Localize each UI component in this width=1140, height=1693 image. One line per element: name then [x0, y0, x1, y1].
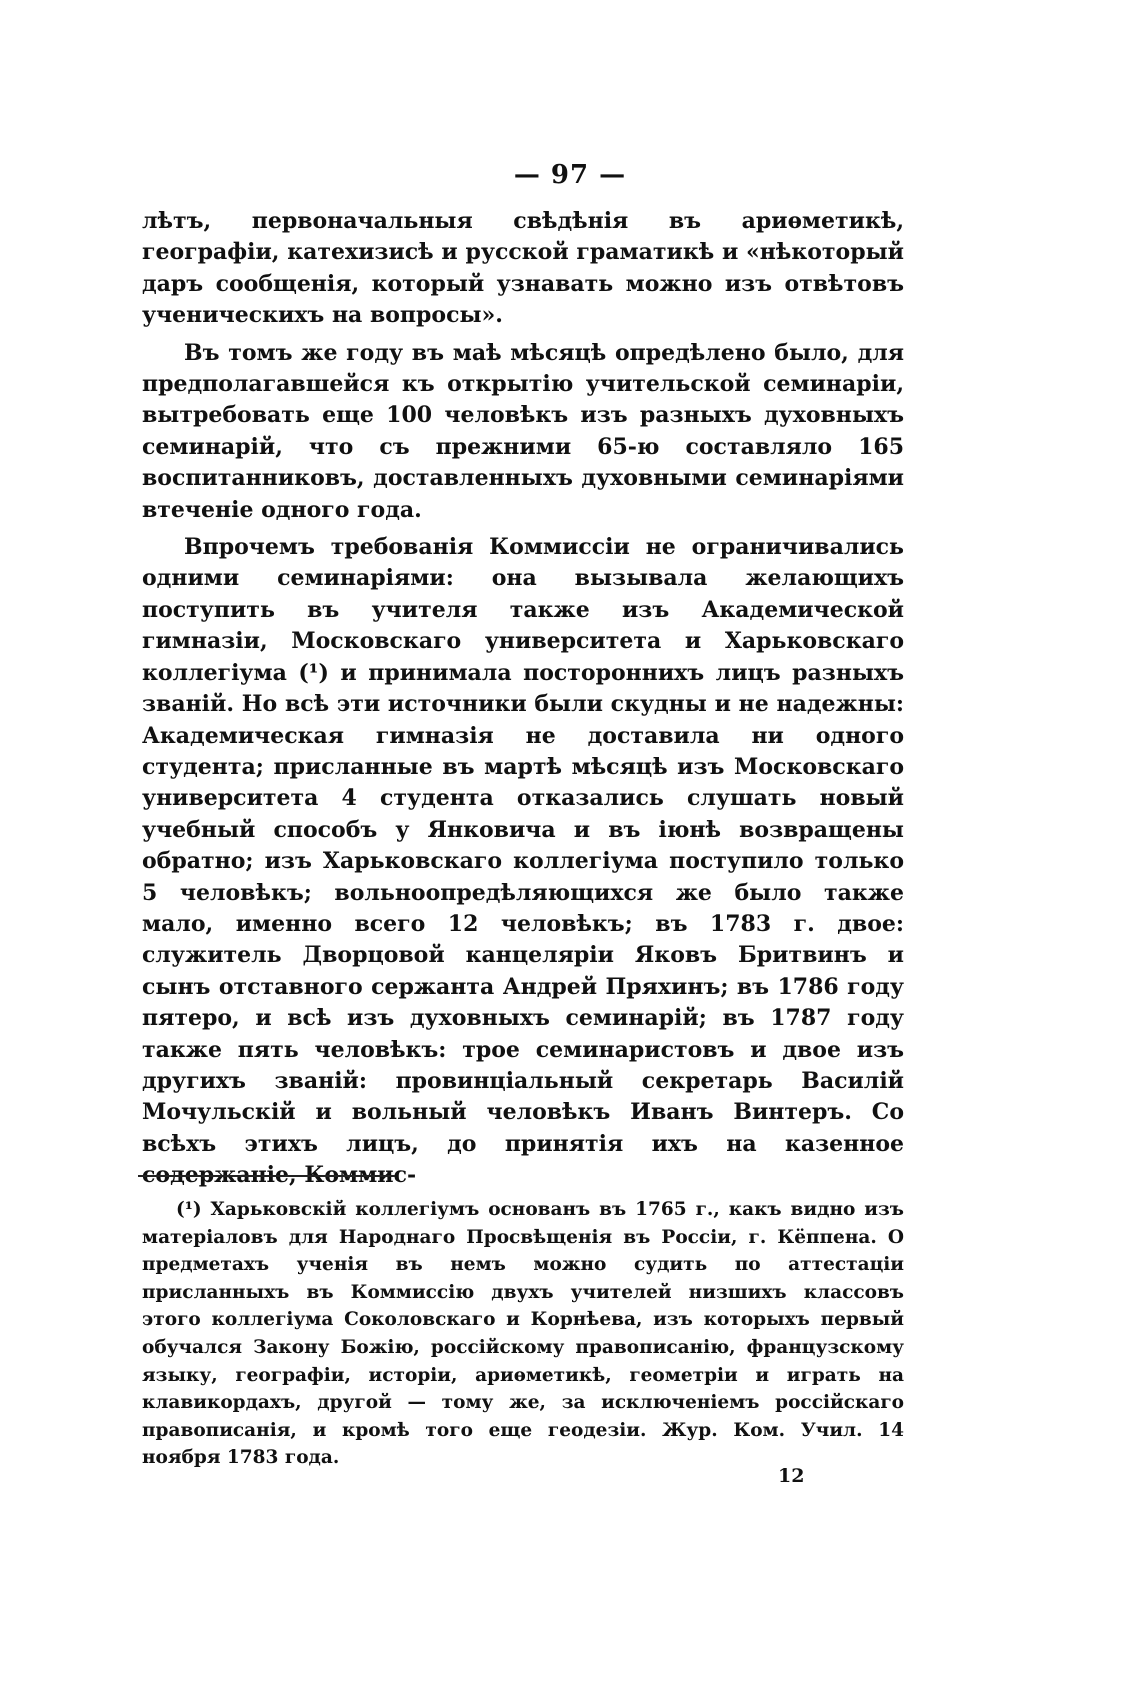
footnote-divider — [138, 1175, 395, 1177]
paragraph-3: Впрочемъ требованія Коммиссіи не ограничивались одними семинаріями: она вызывала желающихъ поступить въ учителя также изъ Академической гимназіи, Московскаго университета и Харьковскаго коллегіума (¹) и принимала постороннихъ лицъ разныхъ званій. Но всѣ эти источники были скудны и не надежны: Академичеcкая гимназія не доставила ни одного студента; присланные въ мартѣ мѣсяцѣ изъ Московскаго университета 4 студента отказались слушать новый учебный способъ у Янковича и въ іюнѣ возвращены обратно; изъ Харьковскаго коллегіума поступило только 5 человѣкъ; вольноопредѣляющихся же было также мало, именно всего 12 человѣкъ; въ 1783 г. двое: служитель Дворцовой канцеляріи Яковъ Бритвинъ и сынъ отставного сержанта Андрей Пряхинъ; въ 1786 году пятеро, и всѣ изъ духовныхъ семинарій; въ 1787 году также пять человѣкъ: трое семинаристовъ и двое изъ другихъ званій: провинціальный секретарь Василій Мочульскій и вольный человѣкъ Иванъ Винтеръ. Со всѣхъ этихъ лицъ, до принятія ихъ на казенное содержаніе, Коммис- — [142, 534, 904, 1189]
footnote-text: (¹) Харьковскій коллегіумъ основанъ въ 1765 г., какъ видно изъ матеріаловъ для Народнаго Просвѣщенія въ Россіи, г. Кёппена. О предметахъ ученія въ немъ можно судить по аттестаціи присланныхъ въ Коммиссію двухъ учителей низшихъ классовъ этого коллегіума Соколовскаго и Корнѣева, изъ которыхъ первый обучался Закону Божію, россійскому правописанію, французскому языку, географіи, исторіи, ариѳметикѣ, геометріи и играть на клавикордахъ, другой — тому же, за исключеніемъ россійскаго правописанія, и кромѣ того еще геодезіи. Жур. Ком. Учил. 14 ноября 1783 года. — [142, 1199, 904, 1469]
page-number: — 97 — — [513, 160, 627, 190]
main-text — [142, 206, 904, 1198]
signature-mark: 12 — [778, 1465, 805, 1487]
paragraph-1: лѣтъ, первоначальныя свѣдѣнія въ ариѳметикѣ, географіи, катехизисѣ и русской граматикѣ и «нѣкоторый даръ сообщенія, который узнавать можно изъ отвѣтовъ ученическихъ на вопросы». — [142, 208, 904, 329]
footnote — [142, 1196, 904, 1472]
paragraph-2: Въ томъ же году въ маѣ мѣсяцѣ опредѣлено было, для предполагавшейся къ открытію учительской семинаріи, вытребовать еще 100 человѣкъ изъ разныхъ духовныхъ семинарій, что съ прежними 65-ю составляло 165 воспитанниковъ, доставленныхъ духовными семинаріями втеченіе одного года. — [142, 339, 904, 523]
